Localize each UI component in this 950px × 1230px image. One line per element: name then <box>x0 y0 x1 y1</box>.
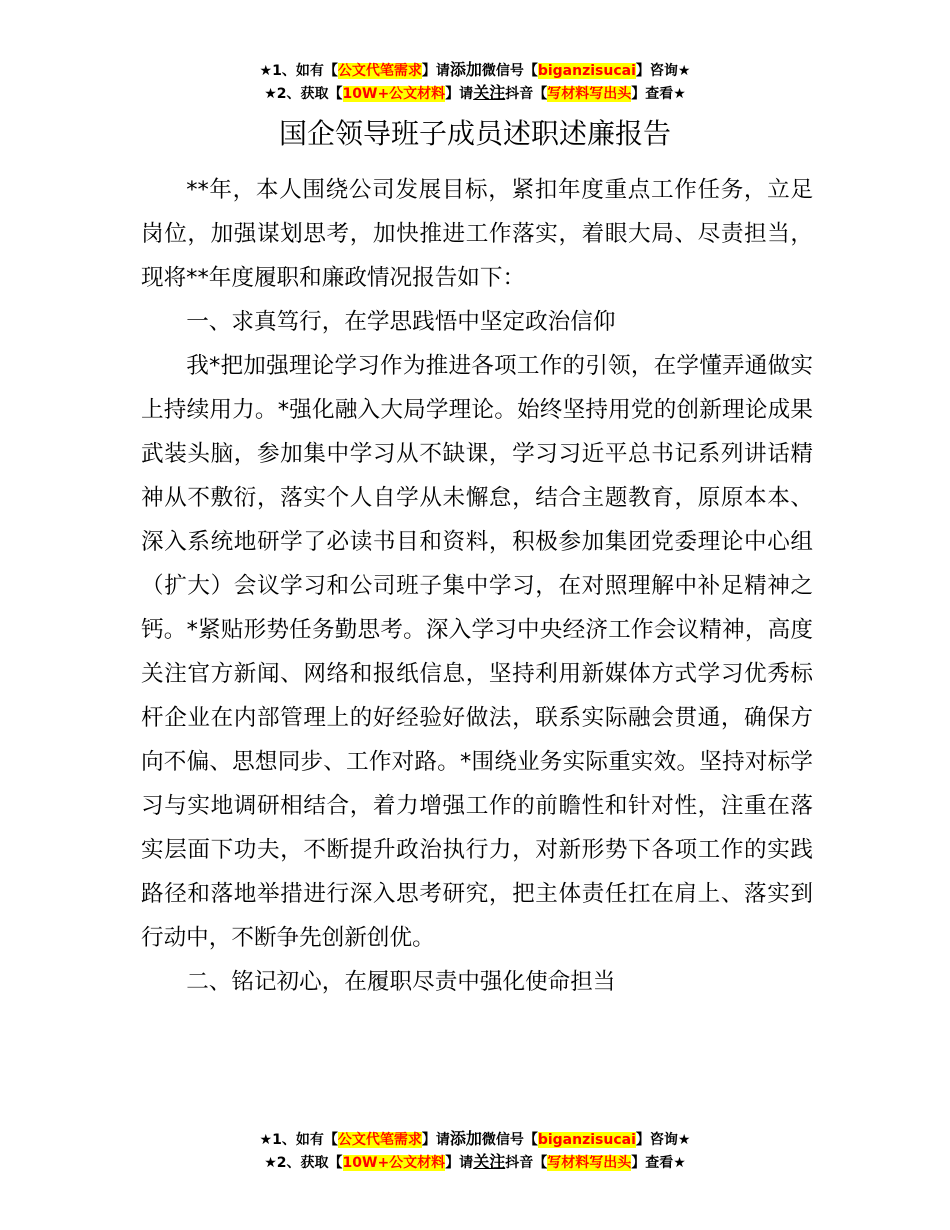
paragraph-body: 我*把加强理论学习作为推进各项工作的引领，在学懂弄通做实上持续用力。*强化融入大局学理论。始终坚持用党的创新理论成果武装头脑，参加集中学习从不缺课，学习习近平总书记系列讲话精神从不敷衍，落实个人自学从未懈怠，结合主题教育，原原本本、深入系统地研学了必读书目和资料，积极参加集团党委理论中心组（扩大）会议学习和公司班子集中学习，在对照理解中补足精神之钙。*紧贴形势任务勤思考。深入学习中央经济工作会议精神，高度关注官方新闻、网络和报纸信息，坚持利用新媒体方式学习优秀标杆企业在内部管理上的好经验好做法，联系实际融会贯通，确保方向不偏、思想同步、工作对路。*围绕业务实际重实效。坚持对标学习与实地调研相结合，着力增强工作的前瞻性和针对性，注重在落实层面下功夫，不断提升政治执行力，对新形势下各项工作的实践路径和落地举措进行深入思考研究，把主体责任扛在肩上、落实到行动中，不断争先创新创优。 <box>141 353 813 951</box>
banner-line-2 <box>0 1151 950 1174</box>
banner-text: ★2、获取【 <box>264 1155 343 1171</box>
banner-line-1 <box>0 1128 950 1151</box>
banner-highlight: 公文代笔需求 <box>337 63 422 79</box>
banner-line-1 <box>0 59 950 82</box>
banner-emphasis: 关注 <box>473 1152 506 1171</box>
banner-highlight: 10W+公文材料 <box>342 86 446 102</box>
section-heading-1: 一、求真笃行，在学思践悟中坚定政治信仰 <box>186 309 616 335</box>
banner-text: ★2、获取【 <box>264 86 343 102</box>
paragraph-intro: **年，本人围绕公司发展目标，紧扣年度重点工作任务，立足岗位，加强谋划思考，加快推进工作落实，着眼大局、尽责担当，现将**年度履职和廉政情况报告如下： <box>141 177 813 291</box>
document-body <box>141 168 813 1004</box>
banner-text: 】请 <box>445 86 474 102</box>
header-banner <box>0 59 950 105</box>
banner-text: 】请 <box>421 1132 450 1148</box>
banner-highlight: 写材料写出头 <box>547 86 632 102</box>
section-heading-2: 二、铭记初心，在履职尽责中强化使命担当 <box>186 969 616 995</box>
banner-text: 】请 <box>421 63 450 79</box>
banner-highlight: 写材料写出头 <box>547 1155 632 1171</box>
banner-highlight: biganzisucai <box>537 1132 636 1148</box>
banner-text: 微信号【 <box>481 63 538 79</box>
banner-emphasis: 添加 <box>449 60 482 79</box>
banner-text: 】咨询★ <box>635 63 691 79</box>
banner-emphasis: 添加 <box>449 1129 482 1148</box>
banner-line-2 <box>0 82 950 105</box>
banner-text: ★1、如有【 <box>259 63 338 79</box>
banner-text: 抖音【 <box>505 1155 548 1171</box>
banner-text: 】查看★ <box>631 1155 686 1171</box>
banner-highlight: 公文代笔需求 <box>337 1132 422 1148</box>
banner-highlight: biganzisucai <box>537 63 636 79</box>
document-title: 国企领导班子成员述职述廉报告 <box>278 117 671 150</box>
banner-text: 】咨询★ <box>635 1132 691 1148</box>
banner-highlight: 10W+公文材料 <box>342 1155 446 1171</box>
banner-text: 抖音【 <box>505 86 548 102</box>
banner-text: ★1、如有【 <box>259 1132 338 1148</box>
banner-text: 】请 <box>445 1155 474 1171</box>
footer-banner <box>0 1128 950 1174</box>
banner-emphasis: 关注 <box>473 83 506 102</box>
banner-text: 】查看★ <box>631 86 686 102</box>
banner-text: 微信号【 <box>481 1132 538 1148</box>
